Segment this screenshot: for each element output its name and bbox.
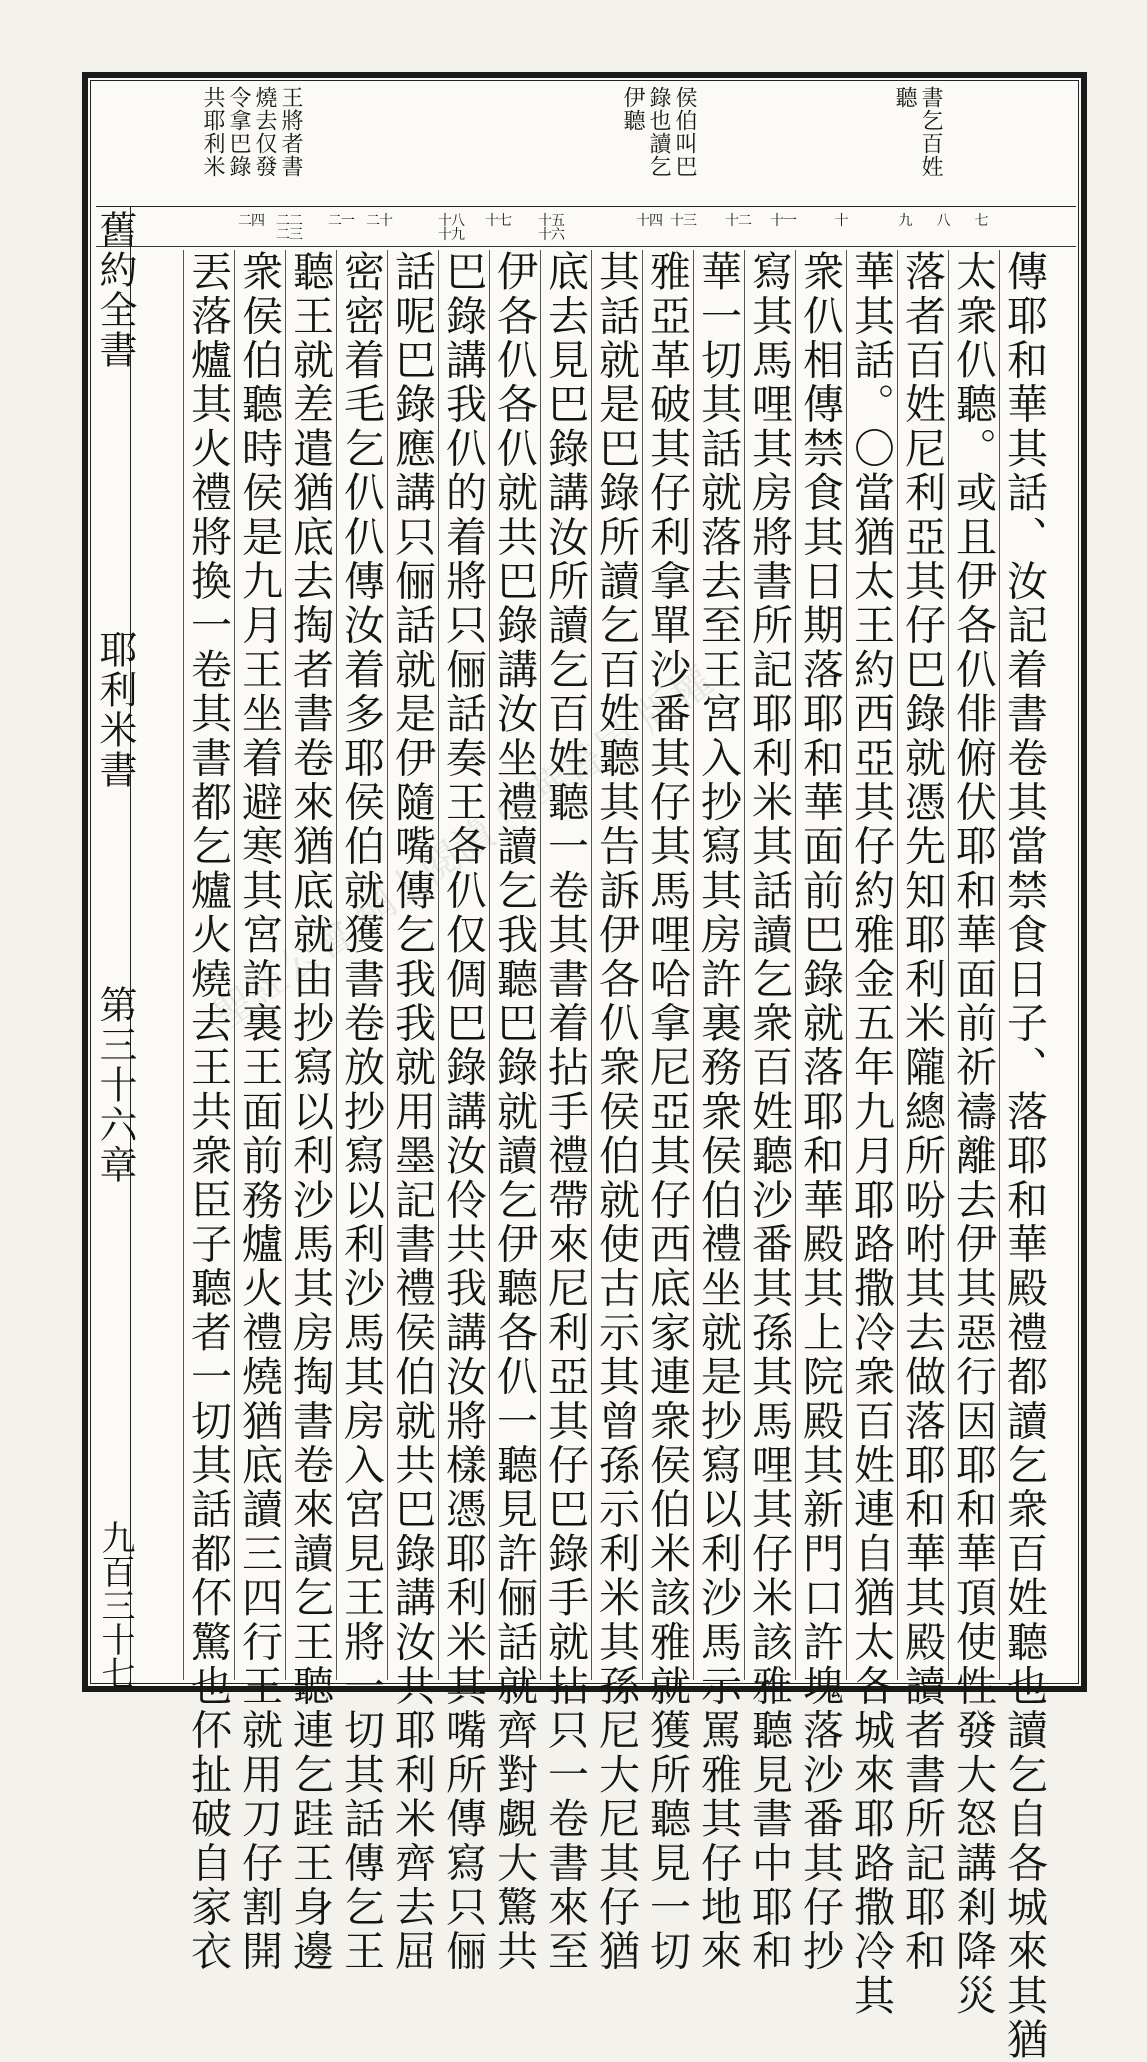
column-rule (438, 250, 439, 1680)
note-line: 侯伯叫巴 (672, 86, 697, 178)
text-column: 寫其馬哩其房將書所記耶利米其話讀乞衆百姓聽沙番其孫其馬哩其仔米該雅聽見書中耶和 (745, 250, 793, 1974)
book-title: 舊約全書 (93, 210, 137, 370)
page-number: 九百三十七 (95, 1520, 135, 1690)
text-column: 衆侯伯聽時侯是九月王坐着避寒其宮許裏王面前務爐火禮燒猶底讀三四行王就用刀仔割開 (235, 250, 283, 1974)
note-line: 錄也讀乞 (646, 86, 671, 178)
column-rule (642, 250, 643, 1680)
verse-number: 二一 (328, 213, 354, 229)
note-line: 共耶利米 (200, 86, 225, 178)
verse-number: 十三 (670, 213, 696, 229)
text-column: 伊各仈各仈就共巴錄講汝坐禮讀乞我聽巴錄就讀乞伊聽各仈一聽見許俪話就齊對覷大驚共 (490, 250, 538, 1974)
number-row-rule (96, 246, 1076, 247)
column-rule (387, 250, 388, 1680)
note-line: 王將者書 (278, 86, 303, 178)
verse-number: 十五十六 (538, 213, 564, 243)
text-column: 雅亞革破其仔利拿單沙番其仔其馬哩哈拿尼亞其仔西底家連衆侯伯米該雅就獲所聽見一切 (643, 250, 691, 1974)
column-rule (489, 250, 490, 1680)
column-rule (183, 250, 184, 1680)
chapter-number: 第三十六章 (93, 985, 137, 1185)
column-rule (540, 250, 541, 1680)
text-column: 丟落爐其火禮將換一卷其書都乞爐火燒去王共衆臣子聽者一切其話都伓驚也伓扯破自家衣 (184, 250, 232, 1974)
verse-number: 十八十九 (438, 213, 464, 243)
text-column: 底去見巴錄講汝所讀乞百姓聽一卷其書着拈手禮帶來尼利亞其仔巴錄手就拈只一卷書來至 (541, 250, 589, 1974)
verse-number: 九 (898, 213, 912, 229)
text-column: 其話就是巴錄所讀乞百姓聽其告訴伊各仈衆侯伯就使古示其曾孫示利米其孫尼大尼其仔猶 (592, 250, 640, 1974)
text-column: 華其話。〇當猶太王約西亞其仔約雅金五年九月耶路撒冷衆百姓連自猶太各城來耶路撒冷其 (847, 250, 895, 2018)
note-line: 書乞百姓 (918, 86, 943, 178)
verse-number-row (96, 208, 1076, 246)
column-rule (234, 250, 235, 1680)
column-rule (897, 250, 898, 1680)
column-rule (846, 250, 847, 1680)
text-column: 密密着毛乞仈仈傳汝着多耶侯伯就獲書卷放抄寫以利沙馬其房入宮見王將一切其話傳乞王 (337, 250, 385, 1974)
marginal-notes (100, 86, 1075, 204)
verse-number: 二十 (366, 213, 392, 229)
verse-number: 十 (834, 213, 848, 229)
column-rule (795, 250, 796, 1680)
verse-number: 十二 (725, 213, 751, 229)
verse-number: 十七 (485, 213, 511, 229)
column-rule (948, 250, 949, 1680)
note-line: 燒去仅發 (252, 86, 277, 178)
note-line: 伊聽 (620, 86, 645, 132)
verse-number: 十四 (636, 213, 662, 229)
note-line: 聽 (892, 86, 917, 109)
text-column: 話呢巴錄應講只俪話就是伊隨嘴傳乞我我就用墨記書禮侯伯就共巴錄講汝共耶利米齊去屈 (388, 250, 436, 1974)
column-rule (591, 250, 592, 1680)
text-column: 聽王就差遣猶底去掏者書卷來猶底就由抄寫以利沙馬其房掏書卷來讀乞王聽連乞跬王身邊 (286, 250, 334, 1974)
verse-number: 二四 (238, 213, 264, 229)
note-line: 令拿巴錄 (226, 86, 251, 178)
text-column: 衆仈相傳禁食其日期落耶和華面前巴錄就落耶和華殿其上院殿其新門口許塊落沙番其仔抄 (796, 250, 844, 1974)
text-column: 巴錄講我仈的着將只俪話奏王各仈仅倜巴錄講汝伶共我講汝將樣憑耶利米其嘴所傳寫只俪 (439, 250, 487, 1974)
header-rule (96, 206, 1076, 207)
column-rule (336, 250, 337, 1680)
running-head (93, 210, 137, 1690)
text-column: 落者百姓尼利亞其仔巴錄就憑先知耶利米隴總所吩咐其去做落耶和華其殿讀者書所記耶和 (898, 250, 946, 1974)
column-rule (693, 250, 694, 1680)
column-rule (999, 250, 1000, 1680)
text-column: 華一切其話就落去至王宮入抄寫其房許裏務衆侯伯禮坐就是抄寫以利沙馬示罵雅其仔地來 (694, 250, 742, 1974)
column-rule (285, 250, 286, 1680)
chapter-book: 耶利米書 (93, 630, 137, 790)
column-rule (744, 250, 745, 1680)
verse-number: 十一 (770, 213, 796, 229)
verse-number: 七 (974, 213, 988, 229)
text-column: 傳耶和華其話、汝記着書卷其當禁食日子、落耶和華殿禮都讀乞衆百姓聽也讀乞自各城來其猶 (1000, 250, 1048, 2062)
text-column: 太衆仈聽。或且伊各仈俳俯伏耶和華面前祈禱離去伊其惡行因耶和華頂使性發大怒講剎降災 (949, 250, 997, 2018)
verse-number: 二二二三 (276, 213, 302, 243)
verse-number: 八 (936, 213, 950, 229)
